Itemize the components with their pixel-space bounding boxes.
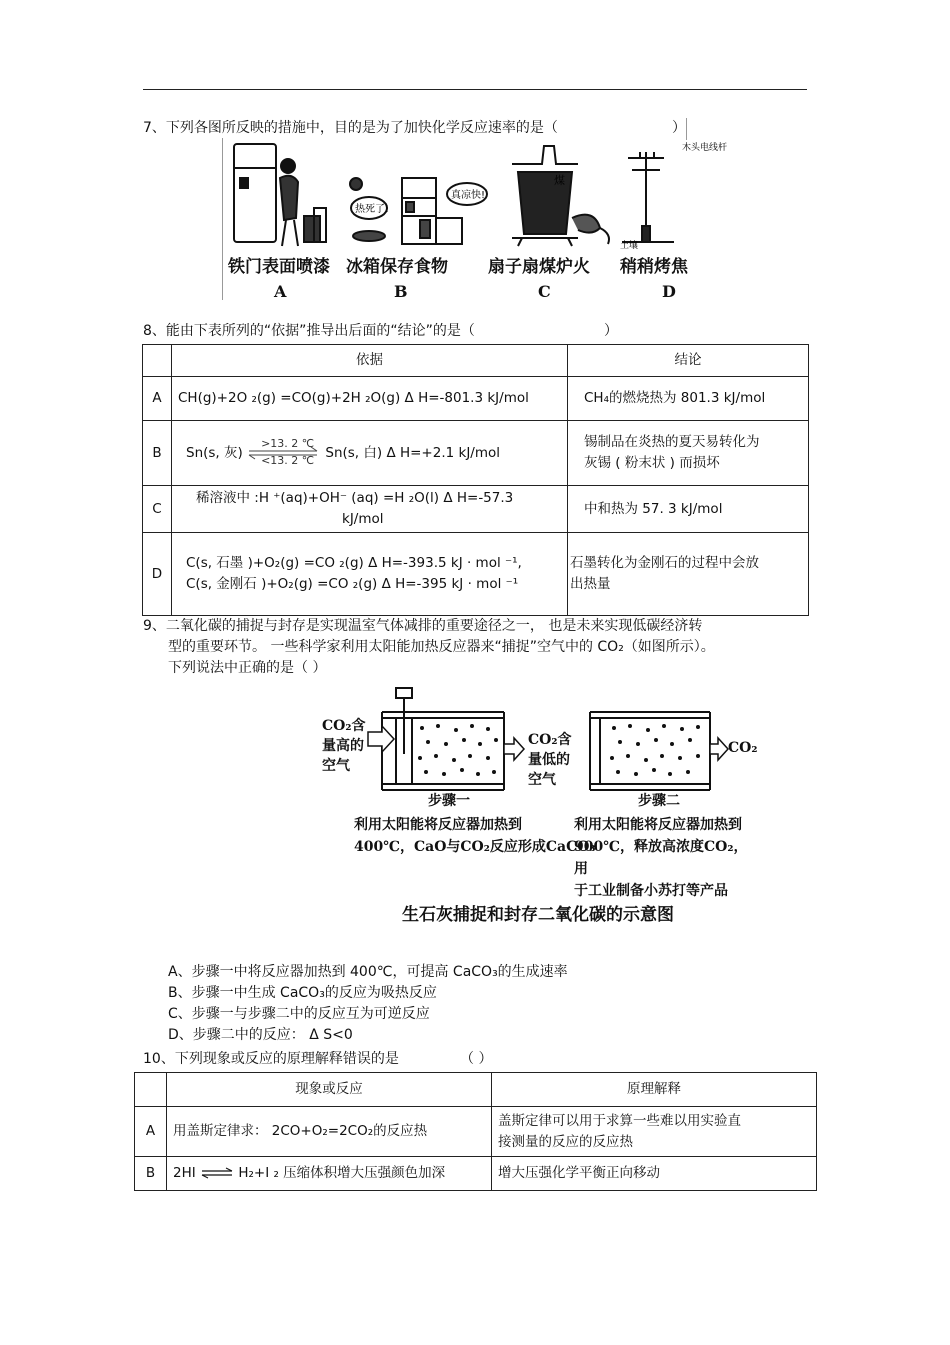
q8-text: 8、能由下表所列的“依据”推导出后面的“结论”的是（ <box>143 323 475 339</box>
q10-row-b-right: H₂+I ₂ 压缩体积增大压强颜色加深 <box>238 1165 446 1181</box>
q8-table <box>142 344 809 616</box>
q8-stem <box>143 321 475 341</box>
step2-desc-1: 利用太阳能将反应器加热到 <box>574 817 742 833</box>
q8-row-c-label: C <box>143 486 172 533</box>
q8-row-b-right: Sn(s, 白) Δ H=+2.1 kJ/mol <box>325 445 501 461</box>
q10-paren: （ ） <box>460 1051 493 1067</box>
door-paint-illustration <box>234 144 326 246</box>
q10-table <box>134 1072 817 1191</box>
q10-row-b-principle: 增大压强化学平衡正向移动 <box>492 1157 817 1191</box>
q10-header-principle: 原理解释 <box>492 1073 817 1107</box>
output-air-label-3: 空气 <box>528 772 556 788</box>
q10-row-a-principle <box>492 1107 817 1157</box>
letter-a: A <box>274 282 287 301</box>
q8-row-d-conclusion <box>568 533 809 616</box>
q8-row-a <box>143 377 809 421</box>
reactor-2-particles <box>610 724 700 776</box>
q9-option-d: D、步骤二中的反应： Δ S<0 <box>168 1027 353 1043</box>
q10-stem <box>143 1049 399 1069</box>
step2-desc-3: 于工业制备小苏打等产品 <box>574 883 728 899</box>
output-air-label-2: 量低的 <box>528 752 570 768</box>
caption-a: 铁门表面喷漆 <box>228 257 330 277</box>
q8-row-c-conclusion: 中和热为 57. 3 kJ/mol <box>568 486 809 533</box>
bubble-cool: 真凉快! <box>451 190 486 201</box>
arrow-bottom-label: <13. 2 ℃ <box>261 454 315 467</box>
input-air-label-1: CO₂含 <box>322 718 366 734</box>
letter-d: D <box>662 282 676 301</box>
caption-c: 扇子扇煤炉火 <box>488 257 590 277</box>
q8-row-c <box>143 486 809 533</box>
q10-text: 10、下列现象或反应的原理解释错误的是 <box>143 1051 399 1067</box>
q10-row-a-phenomenon: 用盖斯定律求： 2CO+O₂=2CO₂的反应热 <box>167 1107 492 1157</box>
input-air-label-2: 量高的 <box>322 738 364 754</box>
q9-line-2: 型的重要环节。 一些科学家利用太阳能加热反应器来“捕捉”空气中的 CO₂（如图所示）。 <box>168 639 715 655</box>
q8-header-blank <box>143 345 172 377</box>
arrow-top-label: >13. 2 ℃ <box>261 437 315 450</box>
letter-b: B <box>394 282 408 301</box>
q8-row-d <box>143 533 809 616</box>
q7-bracket-edge <box>686 118 687 140</box>
reactor-1-particles <box>418 724 498 776</box>
reactor-2 <box>590 712 710 790</box>
step1-desc-1: 利用太阳能将反应器加热到 <box>354 817 522 833</box>
top-rule <box>143 89 807 90</box>
q7-illustrations <box>222 138 728 263</box>
q7-figure <box>222 138 728 301</box>
step1-desc-2: 400℃，CaO与CO₂反应形成CaCO₃ <box>354 839 596 855</box>
q8-header-row <box>143 345 809 377</box>
q9-figure <box>318 686 758 936</box>
output-air-label-1: CO₂含 <box>528 732 572 748</box>
q8-close: ） <box>604 323 618 339</box>
pole-label: 木头电线杆 <box>682 143 728 153</box>
soil-label: 土壤 <box>620 241 639 251</box>
q10-row-a-principle-1: 盖斯定律可以用于求算一些难以用实验直 <box>498 1112 741 1129</box>
output-arrow-2-icon <box>710 738 728 760</box>
input-air-label <box>322 716 365 776</box>
figure-caption: 生石灰捕捉和封存二氧化碳的示意图 <box>402 905 674 925</box>
q8-row-b-conclusion-1: 锡制品在炎热的夏天易转化为 <box>584 434 760 450</box>
q7-close: ） <box>672 120 686 136</box>
q9-option-c: C、步骤一与步骤二中的反应互为可逆反应 <box>168 1006 430 1022</box>
output-arrow-1-icon <box>504 738 524 760</box>
step2-desc-2: 900℃，释放高浓度CO₂，用 <box>574 839 748 877</box>
q8-row-d-conclusion-1: 石墨转化为金刚石的过程中会放 <box>570 555 759 571</box>
bubble-hot: 热死了! <box>355 204 390 215</box>
step2-title: 步骤二 <box>638 793 680 809</box>
q8-row-a-conclusion: CH₄的燃烧热为 801.3 kJ/mol <box>568 377 809 421</box>
q8-row-d-conclusion-2: 出热量 <box>570 576 611 592</box>
q9-options <box>168 962 568 1046</box>
q7-stem <box>143 118 558 138</box>
letter-c: C <box>538 282 551 301</box>
q10-row-b-phenomenon <box>167 1157 492 1191</box>
q10-header-blank <box>135 1073 167 1107</box>
coal-label: 煤 <box>554 174 565 187</box>
q8-row-c-basis <box>172 486 568 533</box>
q10-row-a-label: A <box>135 1107 167 1157</box>
step1-description <box>354 814 596 858</box>
q8-header-basis: 依据 <box>172 345 568 377</box>
q10-header-phenomenon: 现象或反应 <box>167 1073 492 1107</box>
q9-option-a: A、步骤一中将反应器加热到 400℃，可提高 CaCO₃的生成速率 <box>168 964 568 980</box>
q10-row-a-principle-2: 接测量的反应的反应热 <box>498 1133 633 1150</box>
output-co2-label: CO₂ <box>728 740 758 756</box>
q8-row-b-left: Sn(s, 灰) <box>186 445 243 461</box>
step1-title: 步骤一 <box>428 793 470 809</box>
output-air-label <box>528 730 571 790</box>
q8-header-conclusion: 结论 <box>568 345 809 377</box>
equilibrium-arrow <box>247 438 321 468</box>
q8-row-b <box>143 421 809 486</box>
q8-row-c-basis-2: kJ/mol <box>342 511 384 527</box>
q10-row-a <box>135 1107 817 1157</box>
q8-row-b-conclusion <box>568 421 809 486</box>
q10-row-b-left: 2HI <box>173 1165 196 1181</box>
q10-row-b <box>135 1157 817 1191</box>
caption-b: 冰箱保存食物 <box>346 257 448 277</box>
q8-row-d-label: D <box>143 533 172 616</box>
caption-d: 稍稍烤焦 <box>620 257 688 277</box>
q8-row-b-conclusion-2: 灰锡 ( 粉末状 ) 而损坏 <box>584 455 720 471</box>
q8-row-a-basis: CH(g)+2O ₂(g) =CO(g)+2H ₂O(g) Δ H=-801.3 kJ/mol <box>172 377 568 421</box>
q9-line-1: 9、二氧化碳的捕捉与封存是实现温室气体减排的重要途径之一， 也是未来实现低碳经济转 <box>143 618 703 634</box>
q7-text: 7、下列各图所反映的措施中，目的是为了加快化学反应速率的是（ <box>143 120 558 136</box>
input-air-label-3: 空气 <box>322 758 350 774</box>
pole-illustration <box>622 152 674 242</box>
q9-line-3: 下列说法中正确的是（ ） <box>168 660 327 676</box>
q8-row-b-label: B <box>143 421 172 486</box>
q8-row-d-basis-1: C(s, 石墨 )+O₂(g) =CO ₂(g) Δ H=-393.5 kJ · mol ⁻¹, <box>186 555 522 571</box>
q8-row-b-basis <box>172 421 568 486</box>
q8-row-d-basis-2: C(s, 金刚石 )+O₂(g) =CO ₂(g) Δ H=-395 kJ · mol ⁻¹ <box>186 576 519 592</box>
stove-illustration <box>512 146 609 246</box>
q8-row-d-basis <box>172 533 568 616</box>
q10-header-row <box>135 1073 817 1107</box>
q10-row-b-label: B <box>135 1157 167 1191</box>
step2-description <box>574 814 758 902</box>
q9-option-b: B、步骤一中生成 CaCO₃的反应为吸热反应 <box>168 985 437 1001</box>
q8-row-a-label: A <box>143 377 172 421</box>
equilibrium-arrow-icon <box>200 1167 234 1179</box>
q8-row-c-basis-1: 稀溶液中 :H ⁺(aq)+OH⁻ (aq) =H ₂O(l) Δ H=-57.3 <box>196 490 514 506</box>
